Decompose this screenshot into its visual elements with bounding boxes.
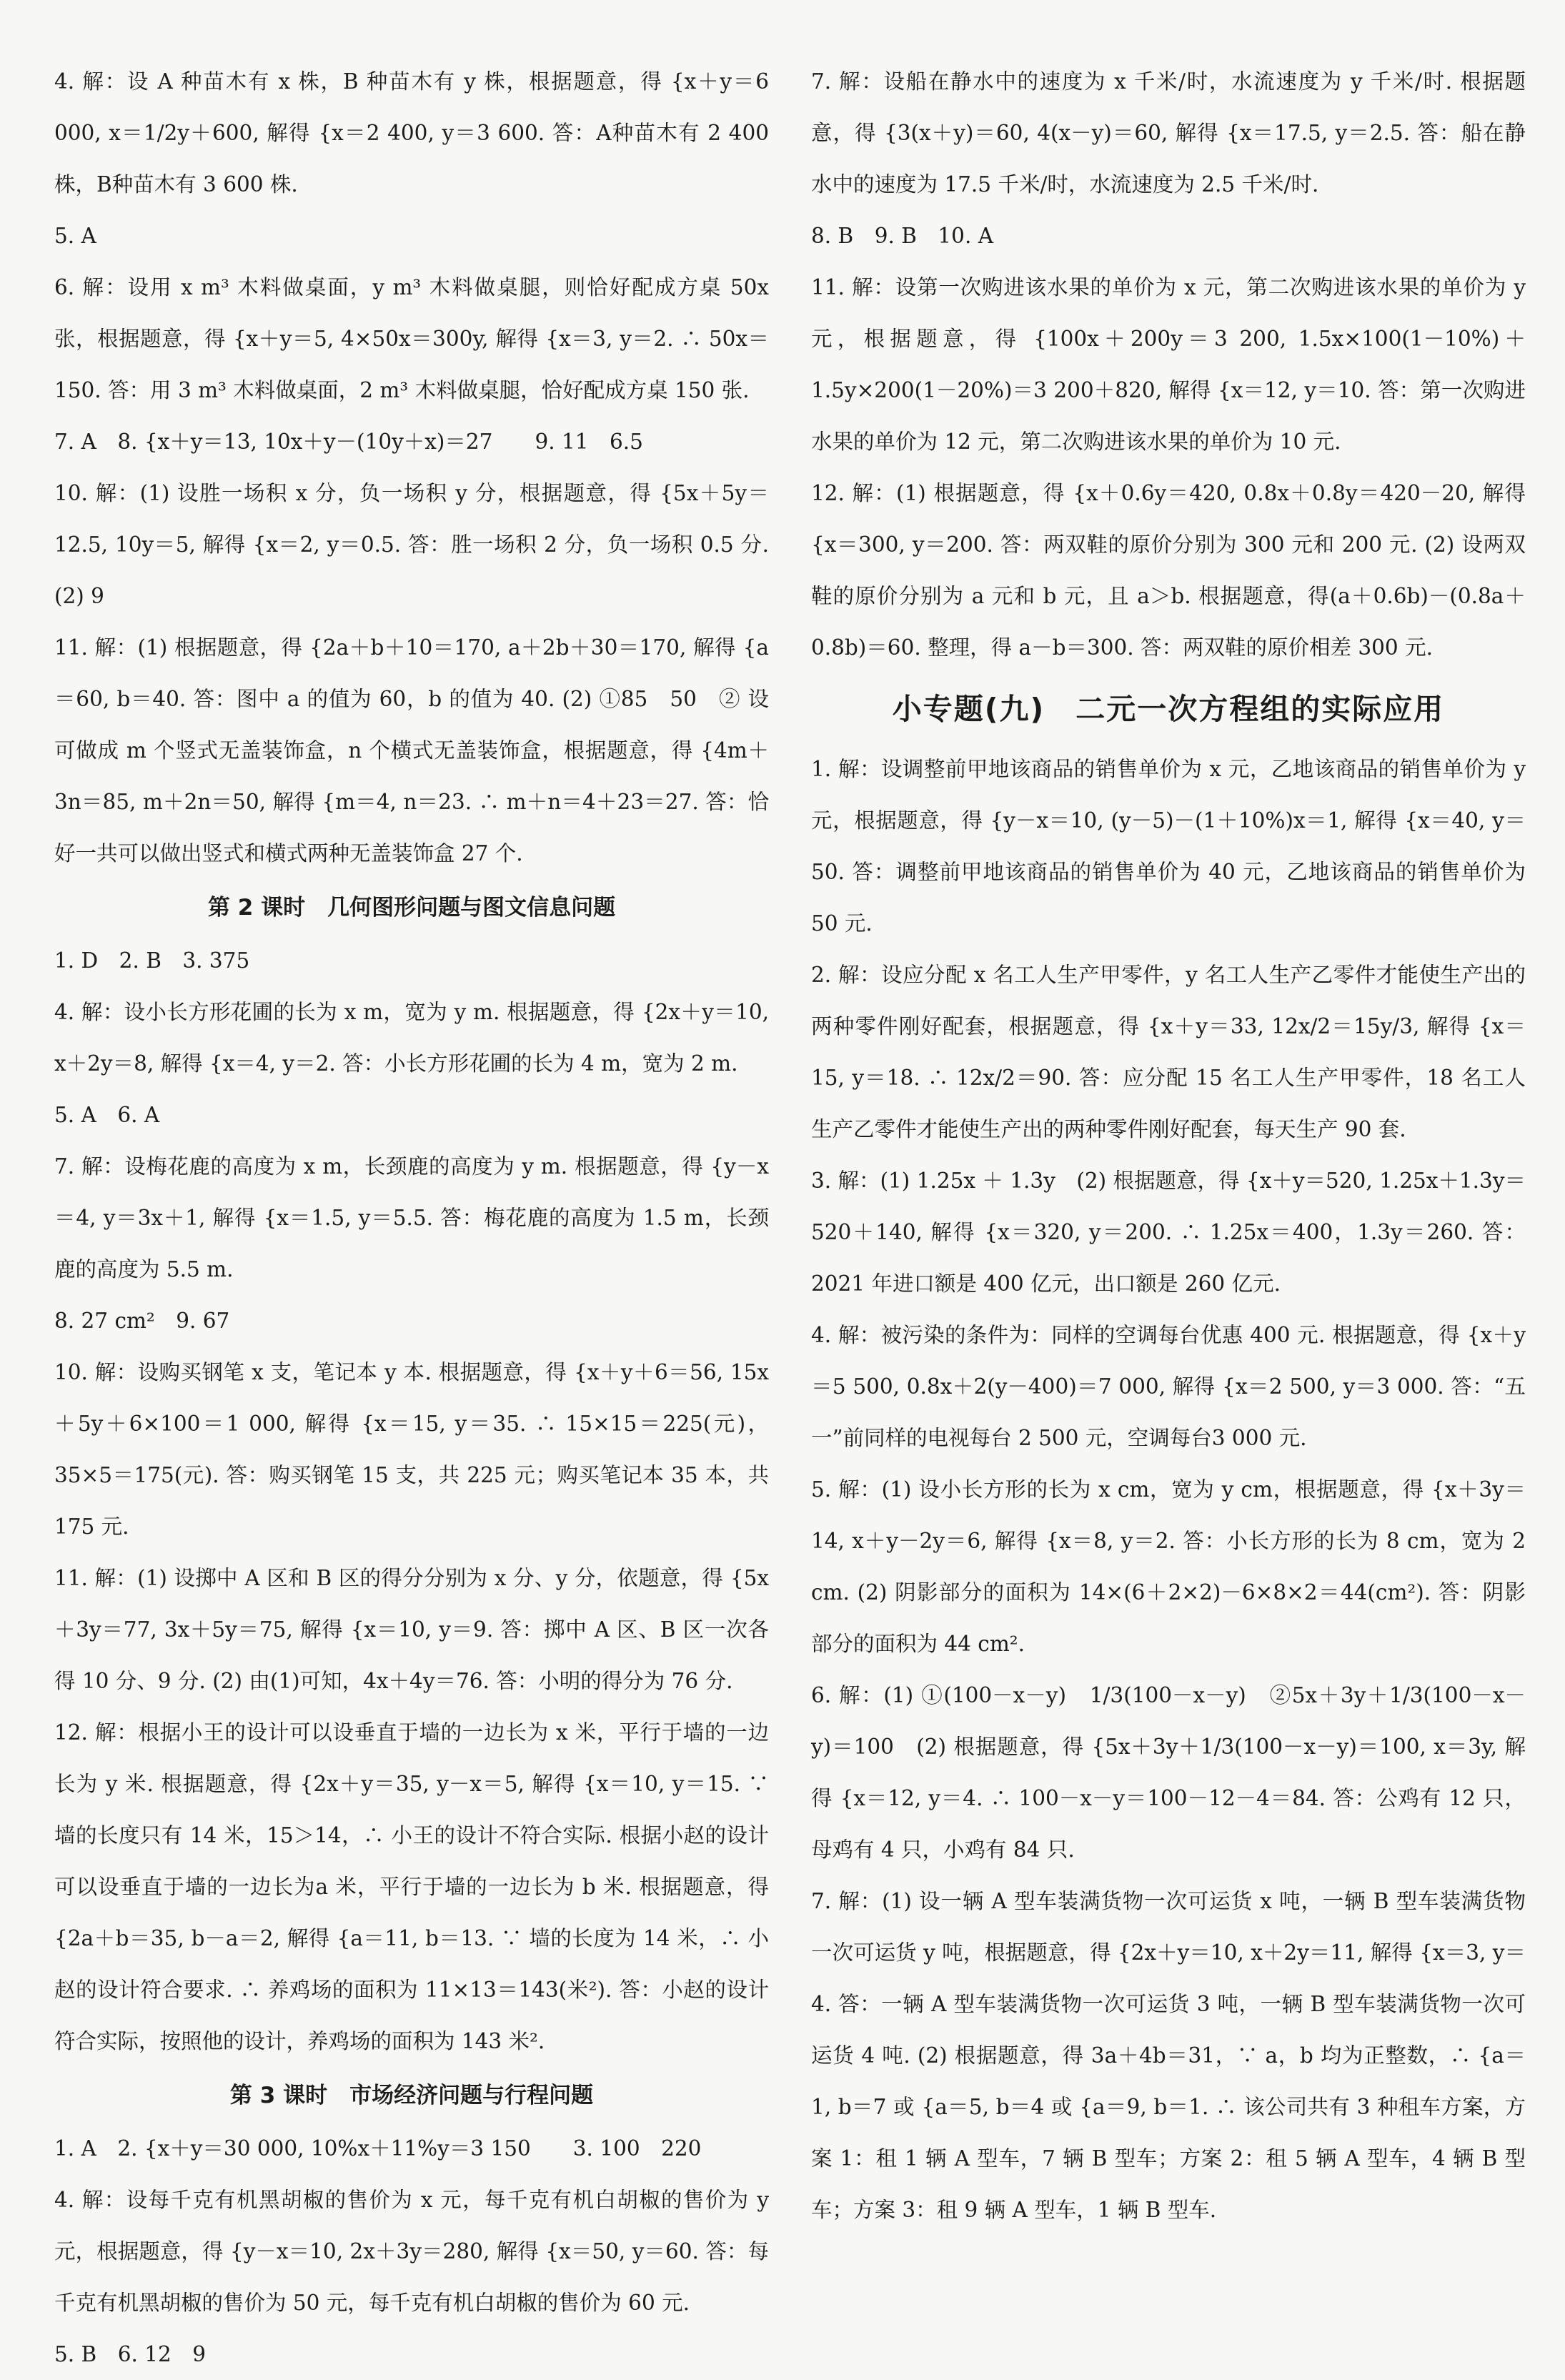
- answer-item: 5. 解：(1) 设小长方形的长为 x cm，宽为 y cm，根据题意，得 {x＋3y＝14, x＋y－2y＝6, 解得 {x＝8, y＝2. 答：小长方形的长为 8 cm，宽为 2 cm. (2) 阴影部分的面积为 14×(6＋2×2)－6×8×2＝44(cm²). 答：阴影部分的面积为 44 cm².: [811, 1477, 1526, 1656]
- answer-item: 4. 解：被污染的条件为：同样的空调每台优惠 400 元. 根据题意，得 {x＋y＝5 500, 0.8x＋2(y－400)＝7 000, 解得 {x＝2 500, y＝3 000. 答：“五一”前同样的电视每台 2 500 元，空调每台3 000 元.: [811, 1323, 1526, 1450]
- answer-item: 3. 解：(1) 1.25x ＋ 1.3y (2) 根据题意，得 {x＋y＝520, 1.25x＋1.3y＝520＋140, 解得 {x＝320, y＝200. ∴ 1.25x＝400，1.3y＝260. 答：2021 年进口额是 400 亿元，出口额是 260 亿元.: [811, 1169, 1526, 1296]
- answer-item: 2. 解：设应分配 x 名工人生产甲零件，y 名工人生产乙零件才能使生产出的两种零件刚好配套，根据题意，得 {x＋y＝33, 12x/2＝15y/3, 解得 {x＝15, y＝18. ∴ 12x/2＝90. 答：应分配 15 名工人生产甲零件，18 名工人生产乙零件才能使生产出的两种零件刚好配套，每天生产 90 套.: [811, 963, 1526, 1141]
- answer-item: 11. 解：(1) 根据题意，得 {2a＋b＋10＝170, a＋2b＋30＝170, 解得 {a＝60, b＝40. 答：图中 a 的值为 60，b 的值为 40. (2) ①85 50 ② 设可做成 m 个竖式无盖装饰盒，n 个横式无盖装饰盒，根据题意，得 {4m＋3n＝85, m＋2n＝50, 解得 {m＝4, n＝23. ∴ m＋n＝4＋23＝27. 答：恰好一共可以做出竖式和横式两种无盖装饰盒 27 个.: [54, 635, 769, 866]
- answer-item: 5. A 6. A: [54, 1103, 160, 1127]
- answer-item: 5. B 6. 12 9: [54, 2342, 207, 2366]
- answer-item: 1. D 2. B 3. 375: [54, 948, 250, 973]
- answer-item: 7. 解：(1) 设一辆 A 型车装满货物一次可运货 x 吨，一辆 B 型车装满货物一次可运货 y 吨，根据题意，得 {2x＋y＝10, x＋2y＝11, 解得 {x＝3, y＝4. 答：一辆 A 型车装满货物一次可运货 3 吨，一辆 B 型车装满货物一次可运货 4 吨. (2) 根据题意，得 3a＋4b＝31，∵ a，b 均为正整数，∴ {a＝1, b＝7 或 {a＝5, b＝4 或 {a＝9, b＝1. ∴ 该公司共有 3 种租车方案，方案 1：租 1 辆 A 型车，7 辆 B 型车；方案 2：租 5 辆 A 型车，4 辆 B 型车；方案 3：租 9 辆 A 型车，1 辆 B 型车.: [811, 1889, 1526, 2222]
- section-heading-lesson-2: 第 2 课时 几何图形问题与图文信息问题: [207, 895, 616, 921]
- answer-item: 7. 解：设梅花鹿的高度为 x m，长颈鹿的高度为 y m. 根据题意，得 {y－x＝4, y＝3x＋1, 解得 {x＝1.5, y＝5.5. 答：梅花鹿的高度为 1.5 m，长颈鹿的高度为 5.5 m.: [54, 1154, 769, 1281]
- answer-item: 1. A 2. {x＋y＝30 000, 10%x＋11%y＝3 150 3. 100 220: [54, 2136, 702, 2161]
- answer-item: 11. 解：(1) 设掷中 A 区和 B 区的得分分别为 x 分、y 分，依题意，得 {5x＋3y＝77, 3x＋5y＝75, 解得 {x＝10, y＝9. 答：掷中 A 区、B 区一次各得 10 分、9 分. (2) 由(1)可知，4x＋4y＝76. 答：小明的得分为 76 分.: [54, 1566, 769, 1693]
- answer-item: 11. 解：设第一次购进该水果的单价为 x 元，第二次购进该水果的单价为 y 元，根据题意，得 {100x＋200y＝3 200, 1.5x×100(1－10%)＋1.5y×200(1－20%)＝3 200＋820, 解得 {x＝12, y＝10. 答：第一次购进水果的单价为 12 元，第二次购进该水果的单价为 10 元.: [811, 275, 1526, 454]
- answer-item: 6. 解：(1) ①(100－x－y) 1/3(100－x－y) ②5x＋3y＋1/3(100－x－y)＝100 (2) 根据题意，得 {5x＋3y＋1/3(100－x－y)＝100, x＝3y, 解得 {x＝12, y＝4. ∴ 100－x－y＝100－12－4＝84. 答：公鸡有 12 只，母鸡有 4 只，小鸡有 84 只.: [811, 1683, 1526, 1862]
- answer-item: 4. 解：设每千克有机黑胡椒的售价为 x 元，每千克有机白胡椒的售价为 y 元，根据题意，得 {y－x＝10, 2x＋3y＝280, 解得 {x＝50, y＝60. 答：每千克有机黑胡椒的售价为 50 元，每千克有机白胡椒的售价为 60 元.: [54, 2188, 769, 2315]
- answer-item: 10. 解：(1) 设胜一场积 x 分，负一场积 y 分，根据题意，得 {5x＋5y＝12.5, 10y＝5, 解得 {x＝2, y＝0.5. 答：胜一场积 2 分，负一场积 0.5 分. (2) 9: [54, 481, 769, 608]
- answer-item: 4. 解：设 A 种苗木有 x 株，B 种苗木有 y 株，根据题意，得 {x＋y＝6 000, x＝1/2y＋600, 解得 {x＝2 400, y＝3 600. 答：A种苗木有 2 400 株，B种苗木有 3 600 株.: [54, 69, 769, 197]
- right-column: [811, 56, 1526, 2236]
- answer-item: 8. B 9. B 10. A: [811, 224, 993, 248]
- answer-item: 10. 解：设购买钢笔 x 支，笔记本 y 本. 根据题意，得 {x＋y＋6＝56, 15x＋5y＋6×100＝1 000, 解得 {x＝15, y＝35. ∴ 15×15＝225(元)，35×5＝175(元). 答：购买钢笔 15 支，共 225 元；购买笔记本 35 本，共 175 元.: [54, 1360, 769, 1539]
- answer-item: 8. 27 cm² 9. 67: [54, 1309, 230, 1333]
- answer-item: 5. A: [54, 224, 96, 248]
- answer-item: 12. 解：根据小王的设计可以设垂直于墙的一边长为 x 米，平行于墙的一边长为 y 米. 根据题意，得 {2x＋y＝35, y－x＝5, 解得 {x＝10, y＝15. ∵ 墙的长度只有 14 米，15＞14，∴ 小王的设计不符合实际. 根据小赵的设计可以设垂直于墙的一边长为a 米，平行于墙的一边长为 b 米. 根据题意，得 {2a＋b＝35, b－a＝2, 解得 {a＝11, b＝13. ∵ 墙的长度为 14 米，∴ 小赵的设计符合要求. ∴ 养鸡场的面积为 11×13＝143(米²). 答：小赵的设计符合实际，按照他的设计，养鸡场的面积为 143 米².: [54, 1720, 769, 2053]
- answer-item: 7. A 8. {x＋y＝13, 10x＋y－(10y＋x)＝27 9. 11 6.5: [54, 430, 643, 454]
- answer-item: 6. 解：设用 x m³ 木料做桌面，y m³ 木料做桌腿，则恰好配成方桌 50x 张，根据题意，得 {x＋y＝5, 4×50x＝300y, 解得 {x＝3, y＝2. ∴ 50x＝150. 答：用 3 m³ 木料做桌面，2 m³ 木料做桌腿，恰好配成方桌 150 张.: [54, 275, 769, 402]
- answer-item: 4. 解：设小长方形花圃的长为 x m，宽为 y m. 根据题意，得 {2x＋y＝10, x＋2y＝8, 解得 {x＝4, y＝2. 答：小长方形花圃的长为 4 m，宽为 2 m.: [54, 1000, 769, 1076]
- answer-item: 12. 解：(1) 根据题意，得 {x＋0.6y＝420, 0.8x＋0.8y＝420－20, 解得 {x＝300, y＝200. 答：两双鞋的原价分别为 300 元和 200 元. (2) 设两双鞋的原价分别为 a 元和 b 元，且 a＞b. 根据题意，得(a＋0.6b)－(0.8a＋0.8b)＝60. 整理，得 a－b＝300. 答：两双鞋的原价相差 300 元.: [811, 481, 1526, 660]
- answer-item: 1. 解：设调整前甲地该商品的销售单价为 x 元，乙地该商品的销售单价为 y 元，根据题意，得 {y－x＝10, (y－5)－(1＋10%)x＝1, 解得 {x＝40, y＝50. 答：调整前甲地该商品的销售单价为 40 元，乙地该商品的销售单价为 50 元.: [811, 757, 1526, 936]
- section-heading-topic-9: 小专题(九) 二元一次方程组的实际应用: [892, 692, 1445, 726]
- answer-item: 7. 解：设船在静水中的速度为 x 千米/时，水流速度为 y 千米/时. 根据题意，得 {3(x＋y)＝60, 4(x－y)＝60, 解得 {x＝17.5, y＝2.5. 答：船在静水中的速度为 17.5 千米/时，水流速度为 2.5 千米/时.: [811, 69, 1526, 197]
- left-column: [54, 56, 769, 2380]
- section-heading-lesson-3: 第 3 课时 市场经济问题与行程问题: [229, 2083, 594, 2108]
